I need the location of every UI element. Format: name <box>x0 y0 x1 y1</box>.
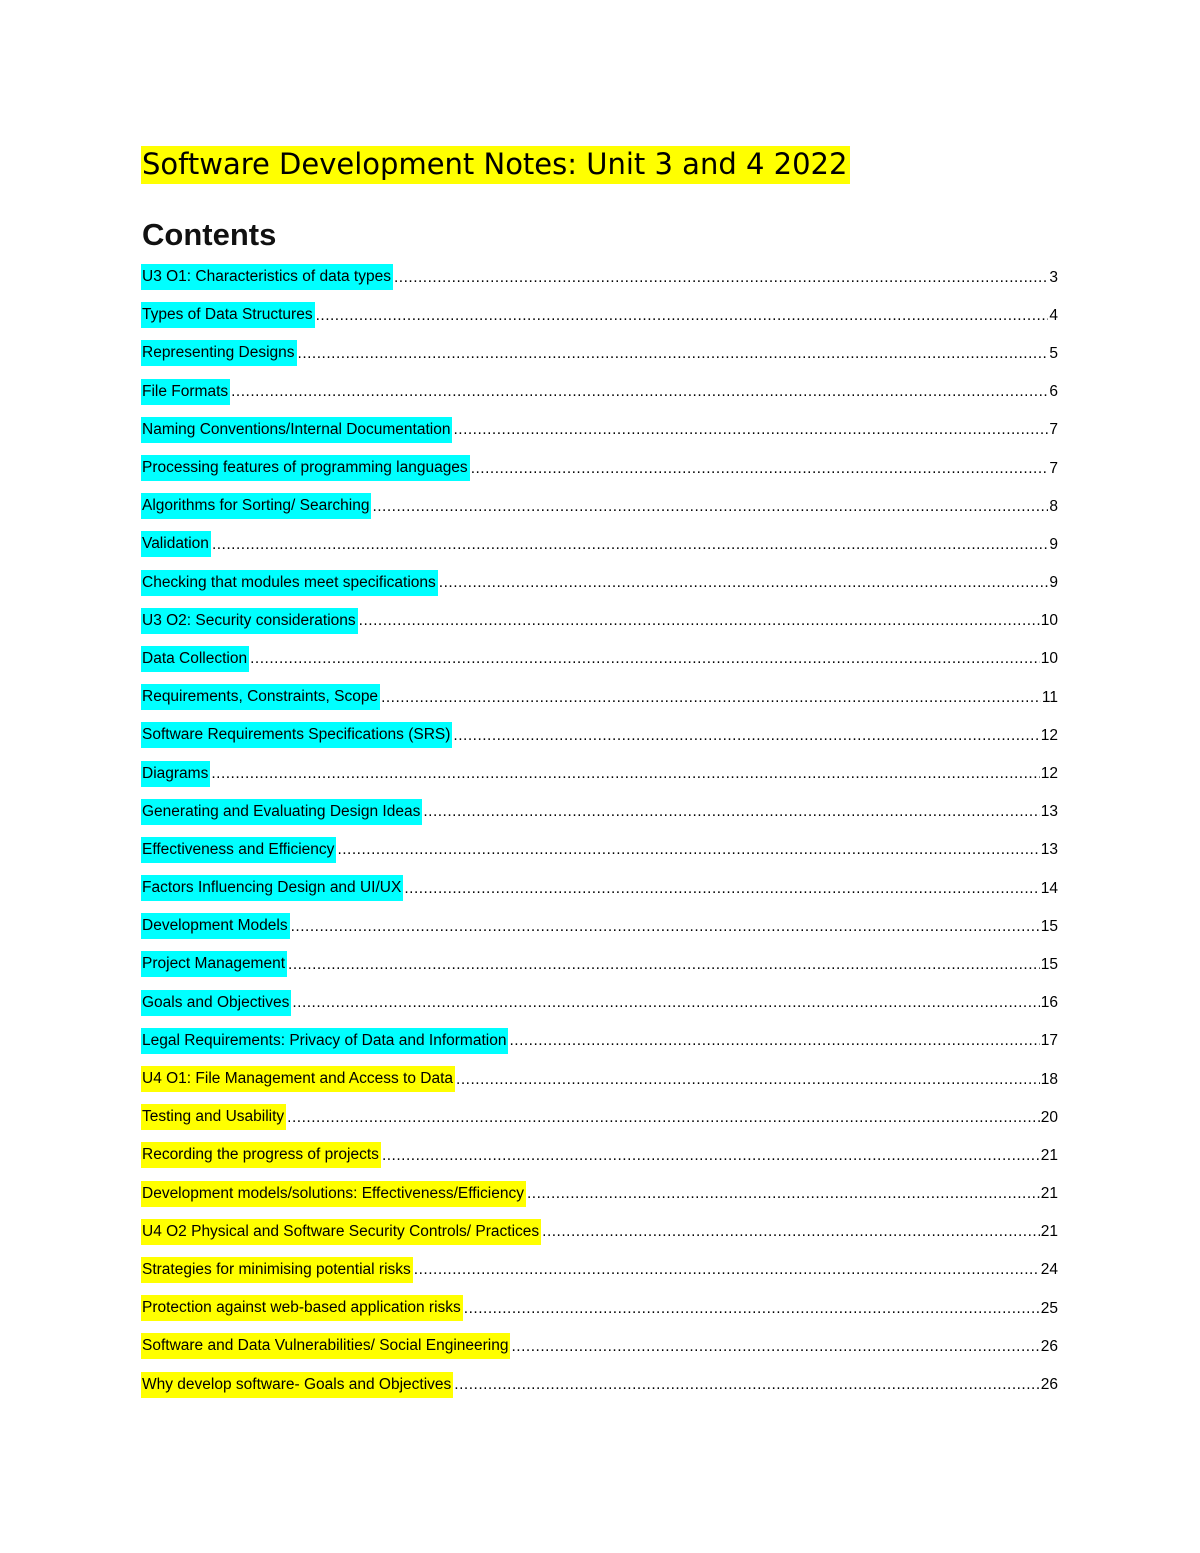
toc-page-number[interactable]: 4 <box>1049 306 1058 324</box>
toc-page-number[interactable]: 9 <box>1049 535 1058 553</box>
toc-page-number[interactable]: 26 <box>1040 1376 1058 1394</box>
toc-entry[interactable] <box>141 1289 1058 1327</box>
toc-page-number[interactable]: 10 <box>1040 612 1058 630</box>
toc-dot-leader <box>288 954 1040 975</box>
toc-entry-label[interactable]: Data Collection <box>141 646 249 672</box>
toc-page-number[interactable]: 25 <box>1040 1299 1058 1317</box>
toc-entry-label[interactable]: Representing Designs <box>141 340 297 366</box>
toc-page-number[interactable]: 17 <box>1040 1032 1058 1050</box>
toc-dot-leader <box>211 763 1039 784</box>
toc-dot-leader <box>316 305 1049 326</box>
toc-page-number[interactable]: 24 <box>1040 1261 1058 1279</box>
toc-entry-label[interactable]: U4 O1: File Management and Access to Data <box>141 1066 455 1092</box>
toc-entry-label[interactable]: Protection against web-based application risks <box>141 1295 463 1321</box>
toc-dot-leader <box>471 458 1049 479</box>
toc-page-number[interactable]: 15 <box>1040 955 1058 973</box>
toc-entry-label[interactable]: Naming Conventions/Internal Documentation <box>141 417 452 443</box>
toc-entry[interactable] <box>141 373 1058 411</box>
toc-page-number[interactable]: 7 <box>1049 459 1058 477</box>
toc-page-number[interactable]: 14 <box>1040 879 1058 897</box>
toc-entry[interactable] <box>141 793 1058 831</box>
toc-entry-label[interactable]: Strategies for minimising potential risks <box>141 1257 413 1283</box>
toc-dot-leader <box>250 648 1040 669</box>
toc-dot-leader <box>382 1145 1040 1166</box>
toc-entry-label[interactable]: U3 O2: Security considerations <box>141 608 358 634</box>
toc-entry-label[interactable]: Project Management <box>141 951 287 977</box>
toc-page-number[interactable]: 20 <box>1040 1108 1058 1126</box>
toc-dot-leader <box>456 1069 1040 1090</box>
toc-page-number[interactable]: 12 <box>1040 726 1058 744</box>
toc-dot-leader <box>414 1259 1040 1280</box>
toc-dot-leader <box>394 267 1048 288</box>
toc-dot-leader <box>337 839 1039 860</box>
toc-entry[interactable] <box>141 449 1058 487</box>
toc-page-number[interactable]: 12 <box>1040 765 1058 783</box>
toc-entry[interactable] <box>141 678 1058 716</box>
toc-entry[interactable] <box>141 1098 1058 1136</box>
toc-page-number[interactable]: 18 <box>1040 1070 1058 1088</box>
toc-page-number[interactable]: 26 <box>1040 1337 1058 1355</box>
toc-entry-label[interactable]: Types of Data Structures <box>141 302 315 328</box>
toc-entry[interactable] <box>141 487 1058 525</box>
toc-dot-leader <box>542 1221 1040 1242</box>
toc-dot-leader <box>212 534 1048 555</box>
toc-entry[interactable] <box>141 869 1058 907</box>
toc-entry[interactable] <box>141 1365 1058 1403</box>
toc-entry[interactable] <box>141 296 1058 334</box>
toc-entry-label[interactable]: U4 O2 Physical and Software Security Controls/ Practices <box>141 1219 541 1245</box>
toc-page-number[interactable]: 8 <box>1049 497 1058 515</box>
toc-entry[interactable] <box>141 945 1058 983</box>
toc-entry[interactable] <box>141 602 1058 640</box>
toc-entry-label[interactable]: Checking that modules meet specifications <box>141 570 438 596</box>
toc-entry[interactable] <box>141 525 1058 563</box>
toc-entry-label[interactable]: Effectiveness and Efficiency <box>141 837 336 863</box>
toc-page-number[interactable]: 21 <box>1040 1185 1058 1203</box>
toc-entry[interactable] <box>141 640 1058 678</box>
toc-page-number[interactable]: 15 <box>1040 917 1058 935</box>
toc-page-number[interactable]: 7 <box>1049 421 1058 439</box>
toc-entry[interactable] <box>141 1251 1058 1289</box>
toc-entry-label[interactable]: Diagrams <box>141 761 210 787</box>
toc-entry-label[interactable]: Generating and Evaluating Design Ideas <box>141 799 422 825</box>
toc-dot-leader <box>527 1183 1040 1204</box>
toc-page-number[interactable]: 13 <box>1040 841 1058 859</box>
toc-page-number[interactable]: 6 <box>1049 383 1058 401</box>
toc-page-number[interactable]: 21 <box>1040 1146 1058 1164</box>
document-title-text: Software Development Notes: Unit 3 and 4 2022 <box>141 146 850 184</box>
toc-page-number[interactable]: 10 <box>1040 650 1058 668</box>
toc-entry-label[interactable]: Software and Data Vulnerabilities/ Social Engineering <box>141 1333 510 1359</box>
toc-entry-label[interactable]: Recording the progress of projects <box>141 1142 381 1168</box>
toc-dot-leader <box>231 381 1048 402</box>
toc-dot-leader <box>453 725 1039 746</box>
toc-page-number[interactable]: 21 <box>1040 1223 1058 1241</box>
toc-page-number[interactable]: 16 <box>1040 994 1058 1012</box>
toc-dot-leader <box>404 878 1039 899</box>
document-title <box>141 142 850 186</box>
toc-entry[interactable] <box>141 1136 1058 1174</box>
toc-entry-label[interactable]: Legal Requirements: Privacy of Data and Information <box>141 1028 508 1054</box>
toc-dot-leader <box>511 1336 1039 1357</box>
toc-entry-label[interactable]: Why develop software- Goals and Objectives <box>141 1372 453 1398</box>
toc-entry[interactable] <box>141 1022 1058 1060</box>
toc-entry-label[interactable]: Processing features of programming languages <box>141 455 470 481</box>
toc-entry-label[interactable]: U3 O1: Characteristics of data types <box>141 264 393 290</box>
toc-dot-leader <box>372 496 1048 517</box>
toc-entry[interactable] <box>141 1060 1058 1098</box>
toc-entry[interactable] <box>141 564 1058 602</box>
toc-entry-label[interactable]: Requirements, Constraints, Scope <box>141 684 380 710</box>
toc-entry[interactable] <box>141 831 1058 869</box>
toc-entry[interactable] <box>141 907 1058 945</box>
toc-dot-leader <box>287 1107 1040 1128</box>
toc-dot-leader <box>453 419 1048 440</box>
toc-page-number[interactable]: 5 <box>1049 344 1058 362</box>
toc-dot-leader <box>509 1030 1039 1051</box>
toc-entry-label[interactable]: Development Models <box>141 913 290 939</box>
toc-dot-leader <box>381 687 1041 708</box>
toc-entry[interactable] <box>141 754 1058 792</box>
toc-entry-label[interactable]: Development models/solutions: Effectiveness/Efficiency <box>141 1181 526 1207</box>
toc-entry[interactable] <box>141 984 1058 1022</box>
table-of-contents <box>141 258 1058 1404</box>
toc-entry-label[interactable]: File Formats <box>141 379 230 405</box>
toc-entry-label[interactable]: Software Requirements Specifications (SRS) <box>141 722 452 748</box>
toc-entry-label[interactable]: Goals and Objectives <box>141 990 291 1016</box>
toc-dot-leader <box>291 916 1040 937</box>
toc-dot-leader <box>423 801 1039 822</box>
toc-entry[interactable] <box>141 258 1058 296</box>
toc-entry[interactable] <box>141 1213 1058 1251</box>
toc-page-number[interactable]: 11 <box>1041 688 1058 706</box>
toc-dot-leader <box>359 610 1040 631</box>
toc-dot-leader <box>454 1374 1039 1395</box>
toc-dot-leader <box>464 1298 1040 1319</box>
toc-entry[interactable] <box>141 1175 1058 1213</box>
toc-page-number[interactable]: 9 <box>1049 574 1058 592</box>
toc-dot-leader <box>439 572 1049 593</box>
toc-entry[interactable] <box>141 716 1058 754</box>
toc-page-number[interactable]: 13 <box>1040 803 1058 821</box>
contents-heading: Contents <box>142 217 277 252</box>
toc-entry-label[interactable]: Testing and Usability <box>141 1104 286 1130</box>
toc-dot-leader <box>298 343 1049 364</box>
toc-entry[interactable] <box>141 334 1058 372</box>
toc-dot-leader <box>292 992 1039 1013</box>
toc-entry-label[interactable]: Validation <box>141 531 211 557</box>
toc-entry-label[interactable]: Algorithms for Sorting/ Searching <box>141 493 371 519</box>
toc-entry[interactable] <box>141 1327 1058 1365</box>
toc-entry[interactable] <box>141 411 1058 449</box>
toc-page-number[interactable]: 3 <box>1049 268 1058 286</box>
toc-entry-label[interactable]: Factors Influencing Design and UI/UX <box>141 875 403 901</box>
